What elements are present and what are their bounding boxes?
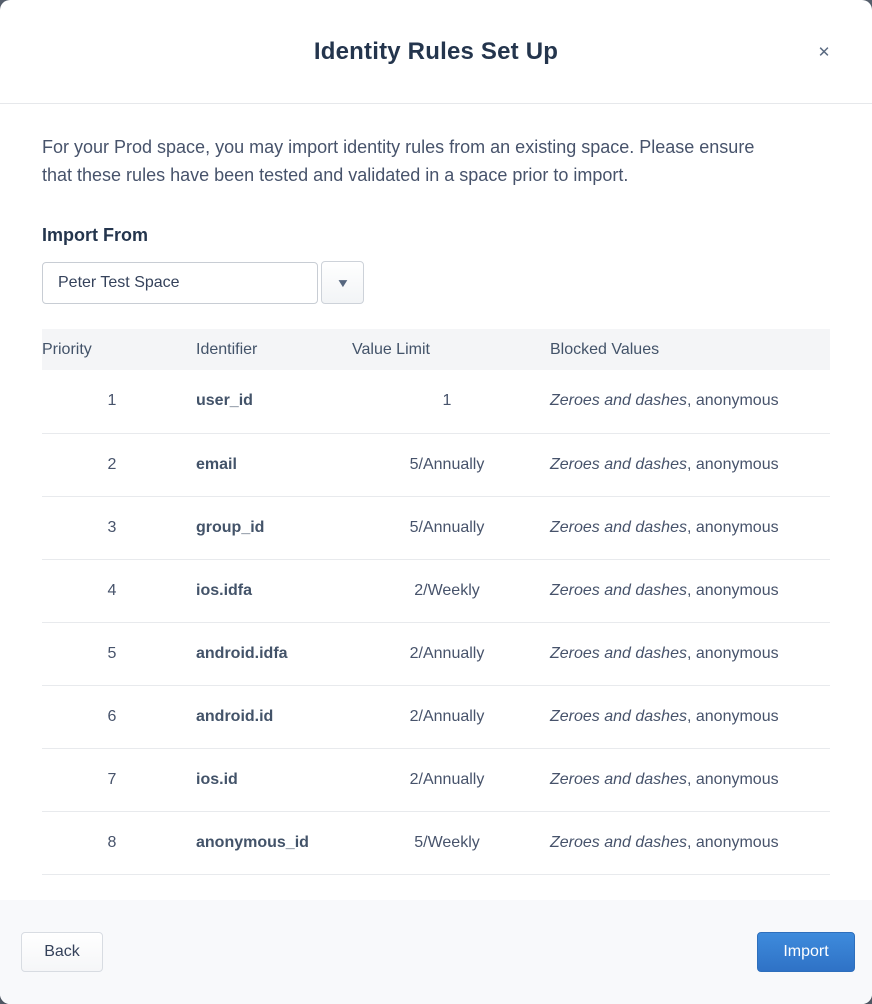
value-limit-cell: 5/Annually	[352, 496, 542, 559]
blocked-values-rest: , anonymous	[686, 707, 779, 725]
value-limit-cell: 5/Weekly	[352, 811, 542, 874]
value-limit-cell: 5/Annually	[352, 433, 542, 496]
column-header-blocked-values: Blocked Values	[542, 329, 830, 370]
chevron-down-icon: ▼	[335, 275, 350, 290]
blocked-values-italic: Zeroes and dashes	[550, 581, 687, 599]
blocked-values-rest: , anonymous	[686, 392, 779, 410]
value-limit-cell: 2/Annually	[352, 622, 542, 685]
back-button[interactable]: Back	[21, 932, 103, 972]
table-row	[42, 496, 830, 559]
modal-body	[0, 104, 872, 900]
identifier-cell: group_id	[182, 496, 352, 559]
blocked-values-italic: Zeroes and dashes	[550, 833, 687, 851]
modal-title: Identity Rules Set Up	[313, 37, 559, 65]
identifier-cell: user_id	[182, 370, 352, 433]
table-row	[42, 811, 830, 874]
column-header-value-limit: Value Limit	[352, 329, 542, 370]
blocked-values-cell	[542, 811, 830, 874]
import-button[interactable]: Import	[757, 932, 855, 972]
blocked-values-rest: , anonymous	[686, 581, 779, 599]
blocked-values-italic: Zeroes and dashes	[550, 518, 687, 536]
identifier-cell: email	[182, 433, 352, 496]
space-select-input[interactable]	[42, 262, 318, 304]
priority-cell: 3	[42, 496, 182, 559]
blocked-values-rest: , anonymous	[686, 644, 779, 662]
blocked-values-cell	[542, 748, 830, 811]
value-limit-cell: 1	[352, 370, 542, 433]
blocked-values-italic: Zeroes and dashes	[550, 644, 687, 662]
blocked-values-italic: Zeroes and dashes	[550, 770, 687, 788]
column-header-priority: Priority	[42, 329, 182, 370]
priority-cell: 8	[42, 811, 182, 874]
table-row	[42, 748, 830, 811]
identifier-cell: android.id	[182, 685, 352, 748]
description-text: For your Prod space, you may import identity rules from an existing space. Please ensure that these rules have been tested and validated in a space prior to import.	[42, 137, 755, 185]
priority-cell: 4	[42, 559, 182, 622]
value-limit-cell: 2/Weekly	[352, 559, 542, 622]
blocked-values-italic: Zeroes and dashes	[550, 707, 687, 725]
blocked-values-rest: , anonymous	[686, 518, 779, 536]
blocked-values-cell	[542, 433, 830, 496]
table-row	[42, 433, 830, 496]
identifier-cell: anonymous_id	[182, 811, 352, 874]
value-limit-cell: 2/Annually	[352, 748, 542, 811]
modal-footer	[0, 900, 872, 1004]
blocked-values-rest: , anonymous	[686, 770, 779, 788]
blocked-values-cell	[542, 622, 830, 685]
blocked-values-italic: Zeroes and dashes	[550, 392, 687, 410]
modal-header	[0, 0, 872, 104]
blocked-values-cell	[542, 559, 830, 622]
blocked-values-cell	[542, 370, 830, 433]
table-row	[42, 685, 830, 748]
priority-cell: 7	[42, 748, 182, 811]
identifier-cell: ios.idfa	[182, 559, 352, 622]
table-row	[42, 370, 830, 433]
table-body	[42, 370, 830, 874]
identifier-cell: android.idfa	[182, 622, 352, 685]
column-header-identifier: Identifier	[182, 329, 352, 370]
blocked-values-cell	[542, 685, 830, 748]
blocked-values-rest: , anonymous	[686, 833, 779, 851]
identifier-cell: ios.id	[182, 748, 352, 811]
priority-cell: 1	[42, 370, 182, 433]
space-select-dropdown-button[interactable]	[321, 261, 364, 304]
close-icon[interactable]: ✕	[812, 40, 836, 64]
import-from-select	[42, 261, 830, 304]
blocked-values-rest: , anonymous	[686, 455, 779, 473]
value-limit-cell: 2/Annually	[352, 685, 542, 748]
identity-rules-table	[42, 329, 830, 875]
table-row	[42, 622, 830, 685]
blocked-values-cell	[542, 496, 830, 559]
priority-cell: 2	[42, 433, 182, 496]
table-row	[42, 559, 830, 622]
priority-cell: 5	[42, 622, 182, 685]
import-from-label: Import From	[42, 225, 148, 245]
blocked-values-italic: Zeroes and dashes	[550, 455, 687, 473]
priority-cell: 6	[42, 685, 182, 748]
table-header	[42, 329, 830, 370]
